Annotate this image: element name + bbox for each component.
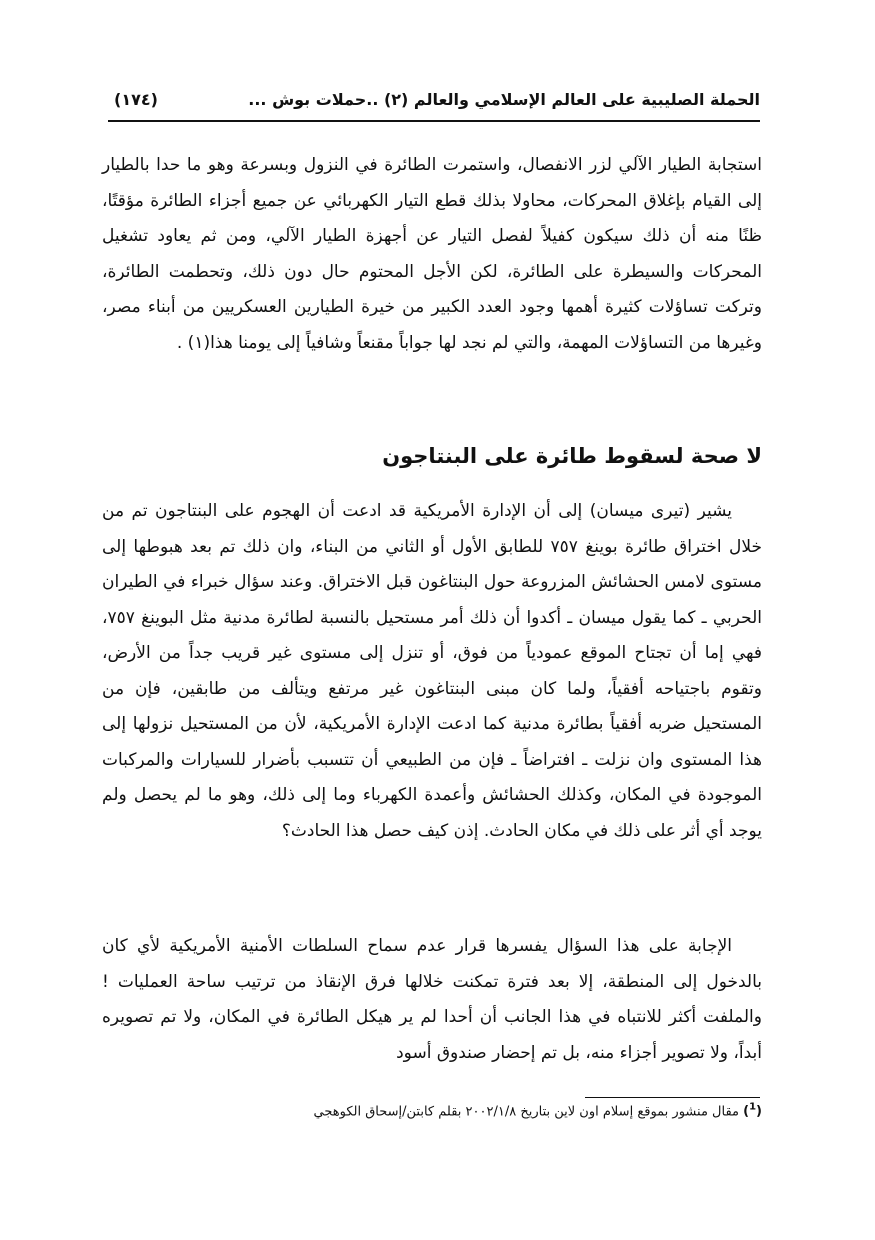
body-paragraph-1: استجابة الطيار الآلي لزر الانفصال، واستمرت الطائرة في النزول وبسرعة وهو ما حدا بالطيار إلى القيام بإغلاق المحركات، محاولا بذلك قطع التيار الكهربائي عن جميع أجزاء الطائرة مؤقتًا، ظنًا منه أن ذلك سيكون كفيلاً لفصل التيار عن أجهزة الطيار الآلي، ومن ثم يعاود تشغيل المحركات والسيطرة على الطائرة، لكن الأجل المحتوم حال دون ذلك، وتحطمت الطائرة، وتركت تساؤلات كثيرة أهمها وجود العدد الكبير من خيرة الطيارين العسكريين من أبناء مصر، وغيرها من التساؤلات المهمة، والتي لم نجد لها جواباً مقنعاً وشافياً إلى يومنا هذا(١) . xyxy=(102,155,762,353)
body-paragraph-3: الإجابة على هذا السؤال يفسرها قرار عدم سماح السلطات الأمنية الأمريكية لأي كان بالدخول إلى المنطقة، إلا بعد فترة تمكنت خلالها فرق الإنقاذ من ترتيب ساحة العمليات ! والملفت أكثر للانتباه في هذا الجانب أن أحدا لم ير هيكل الطائرة في المكان، ولا تم تصويره أبداً، ولا تصوير أجزاء منه، بل تم إحضار صندوق أسود xyxy=(102,936,762,1063)
section-heading: لا صحة لسقوط طائرة على البنتاجون xyxy=(382,444,762,468)
page-header xyxy=(108,86,760,122)
footnote-marker: ($^1$) xyxy=(743,1102,762,1120)
footnote xyxy=(314,1102,762,1119)
body-paragraph-2: يشير (تيرى ميسان) إلى أن الإدارة الأمريكية قد ادعت أن الهجوم على البنتاجون تم من خلال اختراق طائرة بوينغ ٧٥٧ للطابق الأول أو الثاني من البناء، وان ذلك تم بعد هبوطها إلى مستوى لامس الحشائش المزروعة حول البنتاغون قبل الاختراق. وعند سؤال خبراء في الطيران الحربي ـ كما يقول ميسان ـ أكدوا أن ذلك أمر مستحيل بالنسبة لطائرة مدنية مثل البوينغ ٧٥٧، فهي إما أن تجتاح الموقع عمودياً من فوق، أو تنزل إلى مستوى غير قريب جداً من الأرض، وتقوم باجتياحه أفقياً، ولما كان مبنى البنتاغون غير مرتفع ويتألف من طابقين، فإن من المستحيل ضربه أفقياً بطائرة مدنية كما ادعت الإدارة الأمريكية، لأن من المستحيل نزولها إلى هذا المستوى وان نزلت ـ افتراضاً ـ فإن من الطبيعي أن تتسبب بأضرار للسيارات والمركبات الموجودة في المكان، وكذلك الحشائش وأعمدة الكهرباء وما إلى ذلك، وهو ما لم يحصل ولم يوجد أي أثر على ذلك في مكان الحادث. إذن كيف حصل هذا الحادث؟ xyxy=(102,501,762,841)
footnote-separator xyxy=(585,1097,760,1098)
page-number: (١٧٤) xyxy=(114,90,158,109)
footnote-text: مقال منشور بموقع إسلام اون لاين بتاريخ ٢٠٠٢/١/٨ بقلم كابتن/إسحاق الكوهجي xyxy=(313,1104,739,1120)
running-title: الحملة الصليبية على العالم الإسلامي والعالم (٢) ..حملات بوش ... xyxy=(248,90,760,109)
